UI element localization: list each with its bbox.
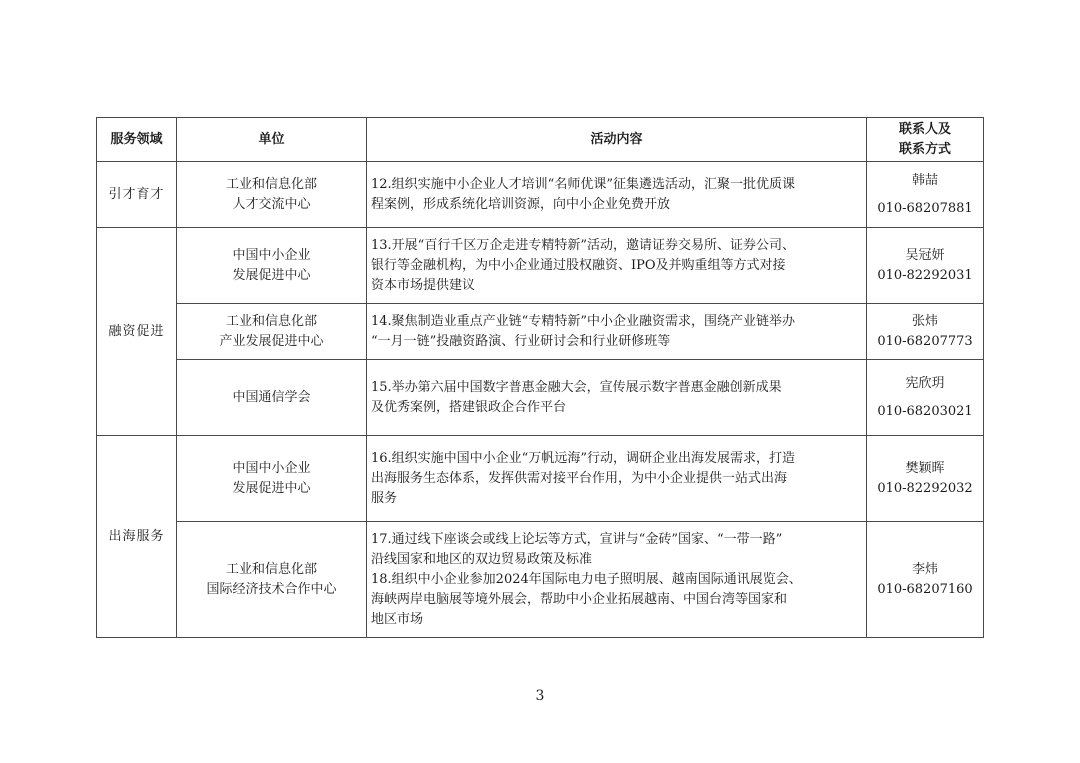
contact-phone: 010-82292031 <box>877 267 973 283</box>
content-line: 程案例，形成系统化培训资源，向中小企业免费开放 <box>371 196 671 212</box>
content-line: 14.聚焦制造业重点产业链“专精特新”中小企业融资需求，围绕产业链举办 <box>371 313 795 329</box>
content-cell <box>367 228 867 304</box>
content-line: 地区市场 <box>371 611 424 627</box>
unit-cell <box>177 304 367 360</box>
unit-line: 中国通信学会 <box>232 389 311 405</box>
content-line: 12.组织实施中小企业人才培训“名师优课”征集遴选活动，汇聚一批优质课 <box>371 176 795 192</box>
contact-name: 宪欣玥 <box>905 375 945 391</box>
unit-cell <box>177 162 367 228</box>
table-row <box>97 436 984 522</box>
unit-cell <box>177 436 367 522</box>
unit-line: 发展促进中心 <box>232 480 311 496</box>
content-cell <box>367 436 867 522</box>
contact-phone: 010-68207881 <box>877 200 973 216</box>
contact-cell <box>867 162 984 228</box>
content-line: 15.举办第六届中国数字普惠金融大会，宣传展示数字普惠金融创新成果 <box>371 379 782 395</box>
unit-line: 发展促进中心 <box>232 267 311 283</box>
table-row <box>97 228 984 304</box>
contact-phone: 010-82292032 <box>877 480 973 496</box>
table-row <box>97 162 984 228</box>
content-cell <box>367 304 867 360</box>
content-cell <box>367 162 867 228</box>
unit-line: 人才交流中心 <box>232 196 311 212</box>
contact-name: 樊颖晖 <box>905 460 945 476</box>
content-line: 沿线国家和地区的双边贸易政策及标准 <box>371 551 593 567</box>
unit-line: 国际经济技术合作中心 <box>206 581 337 597</box>
content-line: 13.开展“百行千区万企走进专精特新”活动，邀请证券交易所、证券公司、 <box>371 237 795 253</box>
table-row <box>97 522 984 638</box>
content-cell <box>367 360 867 436</box>
content-line: 海峡两岸电脑展等境外展会，帮助中小企业拓展越南、中国台湾等国家和 <box>371 591 788 607</box>
content-line: 资本市场提供建议 <box>371 277 476 293</box>
domain-cell-talent: 引才育才 <box>97 162 177 228</box>
header-activity-content: 活动内容 <box>367 118 867 162</box>
contact-name: 李炜 <box>911 561 938 577</box>
contact-cell <box>867 304 984 360</box>
unit-line: 工业和信息化部 <box>225 313 317 329</box>
contact-cell <box>867 522 984 638</box>
unit-line: 工业和信息化部 <box>225 561 317 577</box>
unit-line: 中国中小企业 <box>232 460 311 476</box>
contact-name: 吴冠妍 <box>905 247 945 263</box>
domain-cell-finance: 融资促进 <box>97 228 177 436</box>
contact-phone: 010-68203021 <box>877 403 973 419</box>
contact-cell <box>867 228 984 304</box>
header-contact <box>867 118 984 162</box>
content-line: 18.组织中小企业参加2024年国际电力电子照明展、越南国际通讯展览会、 <box>371 571 802 587</box>
contact-name: 张炜 <box>911 313 938 329</box>
domain-cell-overseas: 出海服务 <box>97 436 177 638</box>
contact-cell <box>867 360 984 436</box>
header-contact-line2: 联系方式 <box>898 141 951 157</box>
table-row <box>97 304 984 360</box>
page-number: 3 <box>535 688 545 704</box>
content-line: 银行等金融机构，为中小企业通过股权融资、IPO及并购重组等方式对接 <box>371 257 786 273</box>
content-cell <box>367 522 867 638</box>
service-activity-table <box>96 117 984 638</box>
content-line: “一月一链”投融资路演、行业研讨会和行业研修班等 <box>371 333 671 349</box>
contact-name: 韩喆 <box>911 172 938 188</box>
unit-line: 产业发展促进中心 <box>219 333 324 349</box>
header-unit: 单位 <box>177 118 367 162</box>
content-line: 17.通过线下座谈会或线上论坛等方式，宣讲与“金砖”国家、“一带一路” <box>371 531 783 547</box>
table-row <box>97 360 984 436</box>
contact-phone: 010-68207773 <box>877 333 973 349</box>
header-service-domain: 服务领域 <box>97 118 177 162</box>
content-line: 16.组织实施中国中小企业“万帆远海”行动，调研企业出海发展需求，打造 <box>371 450 795 466</box>
unit-line: 中国中小企业 <box>232 247 311 263</box>
content-line: 服务 <box>371 490 398 506</box>
unit-line: 工业和信息化部 <box>225 176 317 192</box>
content-line: 及优秀案例，搭建银政企合作平台 <box>371 399 567 415</box>
header-contact-line1: 联系人及 <box>898 121 951 137</box>
table-header-row <box>97 118 984 162</box>
contact-cell <box>867 436 984 522</box>
unit-cell <box>177 228 367 304</box>
unit-cell <box>177 360 367 436</box>
unit-cell <box>177 522 367 638</box>
content-line: 出海服务生态体系，发挥供需对接平台作用，为中小企业提供一站式出海 <box>371 470 788 486</box>
contact-phone: 010-68207160 <box>877 581 973 597</box>
